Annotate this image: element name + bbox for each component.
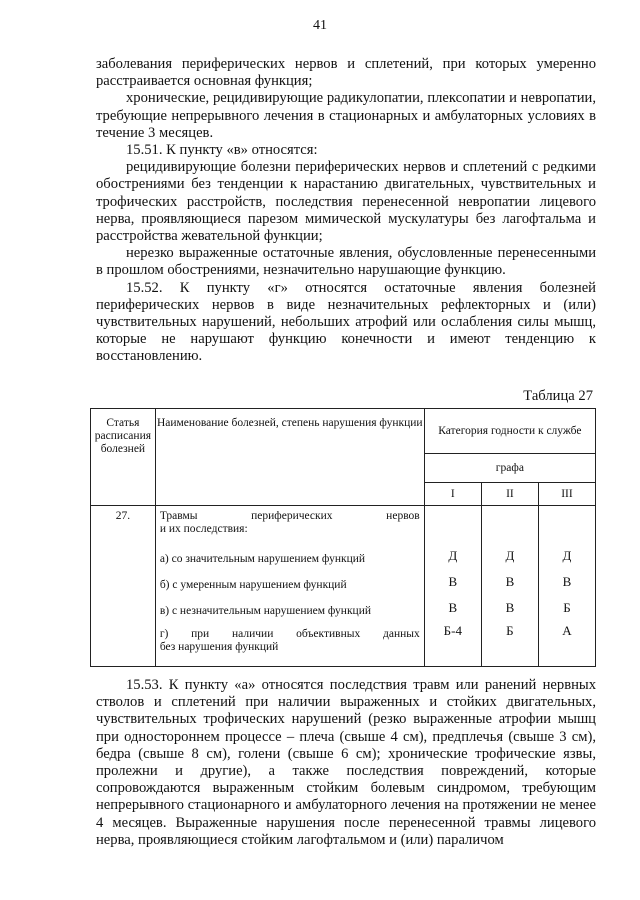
category-value: В bbox=[562, 573, 572, 589]
category-column-3 bbox=[538, 506, 595, 667]
disease-table bbox=[90, 408, 596, 667]
category-value: Д bbox=[562, 547, 572, 563]
header-column-3: III bbox=[538, 483, 595, 506]
section-heading: 15.51. К пункту «в» относятся: bbox=[126, 142, 318, 159]
category-column-2 bbox=[481, 506, 538, 667]
row-description bbox=[155, 506, 424, 667]
paragraph: заболевания периферических нервов и сплетений, при которых умеренно расстраивается основная функция; bbox=[96, 56, 596, 90]
category-column-1 bbox=[424, 506, 481, 667]
row-number: 27. bbox=[91, 506, 156, 667]
category-value: А bbox=[562, 623, 572, 638]
category-value: Б-4 bbox=[443, 623, 462, 638]
paragraph: рецидивирующие болезни периферических нервов и сплетений с редкими обострениями без тенденции к нарастанию двигательных, чувствительных и трофических расстройств, последствия перенесенной невропатии лицевого нерва, проявляющиеся парезом мимической мускулатуры без лагофтальма и расстройства жевательной функции; bbox=[96, 159, 596, 245]
header-column-1: I bbox=[424, 483, 481, 506]
sub-item-a bbox=[160, 546, 420, 572]
body-text-top bbox=[96, 56, 596, 366]
page-number: 41 bbox=[313, 18, 327, 33]
header-article: Статья расписания болезней bbox=[91, 409, 156, 506]
sub-item-label-cont: без нарушения функций bbox=[159, 641, 279, 653]
category-value: Б bbox=[506, 623, 514, 638]
sub-item-label: б) с умеренным нарушением функций bbox=[159, 578, 347, 591]
header-category: Категория годности к службе bbox=[424, 409, 595, 454]
category-value: В bbox=[505, 599, 515, 615]
header-grafa: графа bbox=[424, 454, 595, 483]
header-column-2: II bbox=[481, 483, 538, 506]
category-value: Д bbox=[505, 547, 515, 563]
category-value: В bbox=[448, 573, 458, 589]
sub-item-v bbox=[160, 598, 420, 624]
table-row bbox=[91, 506, 596, 667]
paragraph: 15.52. К пункту «г» относятся остаточные явления болезней периферических нервов в виде незначительных рефлекторных и (или) чувствительных нарушений, небольших атрофий или ослабления силы мышц, которые не нарушают функцию конечности и имеют тенденцию к восстановлению. bbox=[96, 279, 596, 365]
sub-item-label: а) со значительным нарушением функций bbox=[159, 552, 366, 565]
body-text-bottom bbox=[96, 677, 596, 849]
table-caption: Таблица 27 bbox=[523, 388, 593, 404]
paragraph: 15.53. К пункту «а» относятся последствия травм или ранений нервных стволов и сплетений при наличии выраженных и стойких двигательных, чувствительных трофических нарушений (резко выраженные атрофии мышц при одностороннем процессе – плеча (свыше 4 см), предплечья (свыше 3 см), бедра (свыше 8 см), голени (свыше 6 см); хронические трофические язвы, пролежни и другие), а также последствия повреждений, которые сопровождаются выраженным стойким болевым синдромом, требующим непрерывного стационарного и амбулаторного лечения на протяжении не менее 4 месяцев. Выраженные нарушения после перенесенной травмы лицевого нерва, проявляющиеся стойким лагофтальмом и (или) параличом bbox=[96, 677, 596, 848]
row-title-cont: и их последствия: bbox=[159, 523, 248, 535]
category-value: Б bbox=[563, 599, 571, 615]
paragraph: нерезко выраженные остаточные явления, обусловленные перенесенными в прошлом обострениями, незначительно нарушающие функцию. bbox=[96, 245, 596, 279]
category-value: Д bbox=[448, 547, 458, 563]
sub-item-g bbox=[160, 624, 420, 658]
sub-item-label: в) с незначительным нарушением функций bbox=[159, 604, 372, 617]
category-value: В bbox=[505, 573, 515, 589]
row-title: Травмы периферических нервов bbox=[159, 510, 420, 522]
sub-item-b bbox=[160, 572, 420, 598]
sub-item-label: г) при наличии объективных данных bbox=[159, 628, 420, 640]
category-value: В bbox=[448, 599, 458, 615]
header-name: Наименование болезней, степень нарушения функции bbox=[155, 409, 424, 506]
paragraph: хронические, рецидивирующие радикулопатии, плексопатии и невропатии, требующие непрерывного лечения в стационарных и амбулаторных условиях в течение 3 месяцев. bbox=[96, 90, 596, 141]
